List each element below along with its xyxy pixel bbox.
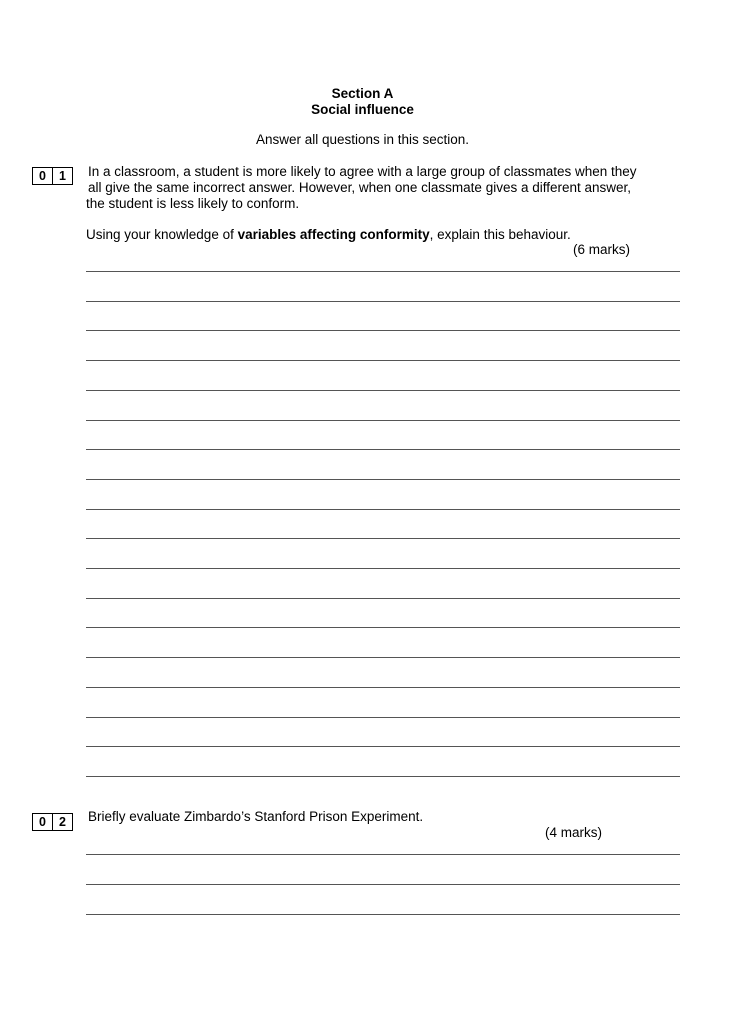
question-01-prompt (86, 227, 571, 243)
answer-line[interactable] (86, 776, 680, 777)
question-01-marks: (6 marks) (573, 242, 630, 257)
question-digit: 0 (39, 169, 46, 183)
section-instruction: Answer all questions in this section. (255, 132, 470, 147)
question-01-line-3: the student is less likely to conform. (86, 196, 300, 211)
prompt-text: Using your knowledge of (86, 227, 238, 242)
question-number-box-01 (32, 167, 73, 185)
answer-line[interactable] (86, 330, 680, 331)
answer-line[interactable] (86, 420, 680, 421)
answer-line[interactable] (86, 627, 680, 628)
answer-line[interactable] (86, 390, 680, 391)
question-02-text: Briefly evaluate Zimbardo’s Stanford Prison Experiment. (88, 809, 424, 824)
answer-line[interactable] (86, 449, 680, 450)
answer-line[interactable] (86, 360, 680, 361)
answer-line[interactable] (86, 538, 680, 539)
answer-line[interactable] (86, 598, 680, 599)
section-subtitle: Social influence (311, 102, 414, 117)
question-digit: 2 (52, 814, 72, 830)
answer-line[interactable] (86, 568, 680, 569)
answer-line[interactable] (86, 914, 680, 915)
answer-line[interactable] (86, 687, 680, 688)
answer-line[interactable] (86, 657, 680, 658)
question-number-box-02 (32, 813, 73, 831)
answer-line[interactable] (86, 746, 680, 747)
answer-line[interactable] (86, 479, 680, 480)
answer-line[interactable] (86, 271, 680, 272)
question-01-line-1: In a classroom, a student is more likely to agree with a large group of classmates when they (88, 164, 637, 179)
question-02-marks: (4 marks) (545, 825, 602, 840)
answer-line[interactable] (86, 301, 680, 302)
answer-line[interactable] (86, 509, 680, 510)
question-digit: 0 (39, 815, 46, 829)
prompt-emphasis: variables affecting conformity (237, 227, 430, 242)
section-title: Section A (331, 86, 394, 101)
answer-line[interactable] (86, 884, 680, 885)
answer-line[interactable] (86, 854, 680, 855)
answer-line[interactable] (86, 717, 680, 718)
question-digit: 1 (52, 168, 72, 184)
question-01-line-2: all give the same incorrect answer. However, when one classmate gives a different answer, (88, 180, 632, 195)
prompt-text: , explain this behaviour. (429, 227, 571, 242)
